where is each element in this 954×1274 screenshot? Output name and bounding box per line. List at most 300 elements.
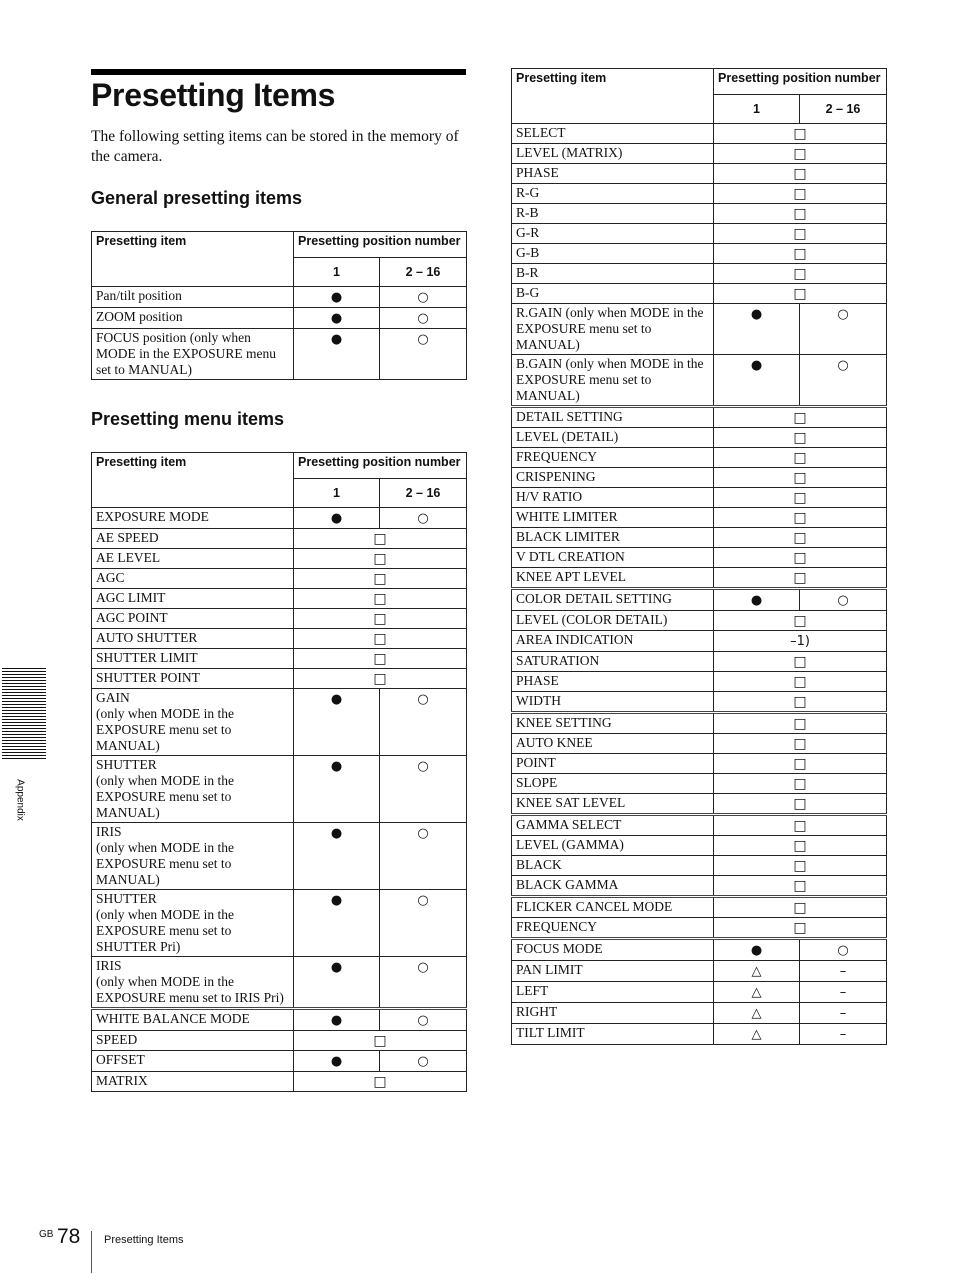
presetting-item-name: TILT LIMIT xyxy=(512,1024,714,1045)
presetting-item-name: AUTO KNEE xyxy=(512,734,714,754)
presetting-item-name: AGC xyxy=(92,569,294,589)
position-all-cell xyxy=(714,876,887,897)
square-symbol: □ xyxy=(793,900,807,916)
position-all-cell xyxy=(714,856,887,876)
presetting-item-name: KNEE SETTING xyxy=(512,713,714,734)
table-row xyxy=(92,689,467,756)
table-row xyxy=(92,549,467,569)
position-all-cell xyxy=(714,204,887,224)
table-row xyxy=(92,1072,467,1092)
square-symbol: □ xyxy=(793,756,807,772)
presetting-item-name: B-R xyxy=(512,264,714,284)
table-row xyxy=(92,569,467,589)
table-row xyxy=(512,1024,887,1045)
presetting-item-name: SLOPE xyxy=(512,774,714,794)
presetting-item-name: BLACK LIMITER xyxy=(512,528,714,548)
presetting-item-name: SHUTTER LIMIT xyxy=(92,649,294,669)
position-all-cell xyxy=(714,672,887,692)
square-symbol: □ xyxy=(793,694,807,710)
position-all-cell xyxy=(714,448,887,468)
square-symbol: □ xyxy=(793,490,807,506)
square-symbol: □ xyxy=(793,206,807,222)
position-all-cell xyxy=(714,652,887,672)
square-symbol: □ xyxy=(793,838,807,854)
presetting-item-name: IRIS (only when MODE in the EXPOSURE menu set to MANUAL) xyxy=(92,823,294,890)
presetting-item-name: AUTO SHUTTER xyxy=(92,629,294,649)
presetting-item-name: WHITE BALANCE MODE xyxy=(92,1009,294,1031)
footer-region-code: GB xyxy=(39,1229,54,1240)
table-row xyxy=(512,1003,887,1024)
square-symbol: □ xyxy=(793,776,807,792)
position-all-cell xyxy=(714,124,887,144)
table-row xyxy=(512,244,887,264)
filled-symbol: ● xyxy=(330,960,343,975)
position-1-cell xyxy=(294,689,380,756)
dash-symbol: – xyxy=(839,985,847,1000)
table-row xyxy=(92,529,467,549)
position-all-cell xyxy=(714,794,887,815)
position-all-cell xyxy=(714,897,887,918)
header-col-2-16: 2 – 16 xyxy=(380,479,467,508)
position-all-cell xyxy=(714,774,887,794)
table-row xyxy=(512,856,887,876)
presetting-item-name: FREQUENCY xyxy=(512,448,714,468)
table-row xyxy=(512,611,887,631)
square-symbol: □ xyxy=(373,611,387,627)
title-rule xyxy=(91,69,466,75)
table-row xyxy=(512,508,887,528)
table-row xyxy=(512,548,887,568)
table-row xyxy=(512,939,887,961)
table-row xyxy=(512,815,887,836)
presetting-item-name: SHUTTER POINT xyxy=(92,669,294,689)
open-symbol: ○ xyxy=(837,307,849,322)
position-all-cell xyxy=(714,734,887,754)
presetting-item-name: GAMMA SELECT xyxy=(512,815,714,836)
table-row xyxy=(512,794,887,815)
position-1-cell xyxy=(714,939,800,961)
presetting-item-name: R.GAIN (only when MODE in the EXPOSURE menu set to MANUAL) xyxy=(512,304,714,355)
table-row xyxy=(512,448,887,468)
table-row xyxy=(512,876,887,897)
presetting-item-name: PHASE xyxy=(512,672,714,692)
section-tab-marker xyxy=(2,668,46,759)
table-row xyxy=(512,528,887,548)
open-symbol: ○ xyxy=(417,1054,429,1069)
footer-divider xyxy=(91,1231,92,1273)
table-row xyxy=(92,508,467,529)
triangle-symbol: △ xyxy=(751,964,762,979)
table-row xyxy=(92,1009,467,1031)
filled-symbol: ● xyxy=(750,593,763,608)
presetting-item-name: OFFSET xyxy=(92,1051,294,1072)
presetting-item-name: CRISPENING xyxy=(512,468,714,488)
square-symbol: □ xyxy=(373,1033,387,1049)
position-all-cell xyxy=(714,428,887,448)
position-1-cell xyxy=(294,308,380,329)
dash-symbol: – xyxy=(839,1006,847,1021)
table-row xyxy=(512,631,887,652)
position-2-16-cell xyxy=(800,939,887,961)
presetting-item-name: SPEED xyxy=(92,1031,294,1051)
square-symbol: □ xyxy=(793,430,807,446)
presetting-item-name: FOCUS MODE xyxy=(512,939,714,961)
position-all-cell xyxy=(714,224,887,244)
position-2-16-cell xyxy=(380,756,467,823)
header-presetting-item: Presetting item xyxy=(512,69,714,124)
position-1-cell xyxy=(294,1009,380,1031)
square-symbol: □ xyxy=(793,126,807,142)
square-symbol: □ xyxy=(373,531,387,547)
position-2-16-cell xyxy=(800,1003,887,1024)
position-2-16-cell xyxy=(800,961,887,982)
footer-section-title: Presetting Items xyxy=(104,1234,184,1246)
presetting-item-name: SHUTTER (only when MODE in the EXPOSURE menu set to SHUTTER Pri) xyxy=(92,890,294,957)
presetting-item-name: SHUTTER (only when MODE in the EXPOSURE menu set to MANUAL) xyxy=(92,756,294,823)
presetting-item-name: LEVEL (COLOR DETAIL) xyxy=(512,611,714,631)
menu-presetting-table-right xyxy=(511,68,887,1045)
presetting-item-name: POINT xyxy=(512,754,714,774)
position-2-16-cell xyxy=(380,823,467,890)
square-symbol: □ xyxy=(373,651,387,667)
position-all-cell xyxy=(714,407,887,428)
filled-symbol: ● xyxy=(330,290,343,305)
position-1-cell xyxy=(714,961,800,982)
square-symbol: □ xyxy=(793,410,807,426)
page-number: 78 xyxy=(57,1225,81,1248)
position-2-16-cell xyxy=(800,589,887,611)
presetting-item-name: AE SPEED xyxy=(92,529,294,549)
position-1-cell xyxy=(294,890,380,957)
presetting-item-name: KNEE APT LEVEL xyxy=(512,568,714,589)
table-row xyxy=(512,264,887,284)
position-1-cell xyxy=(714,304,800,355)
presetting-item-name: LEVEL (GAMMA) xyxy=(512,836,714,856)
position-2-16-cell xyxy=(380,890,467,957)
presetting-item-name: ZOOM position xyxy=(92,308,294,329)
position-1-cell xyxy=(294,1051,380,1072)
side-section-label: Appendix xyxy=(14,779,26,821)
position-all-cell xyxy=(714,468,887,488)
open-symbol: ○ xyxy=(837,358,849,373)
position-all-cell xyxy=(714,488,887,508)
square-symbol: □ xyxy=(793,613,807,629)
position-all-cell xyxy=(714,264,887,284)
table-row xyxy=(92,823,467,890)
position-all-cell xyxy=(714,284,887,304)
square-symbol: □ xyxy=(373,591,387,607)
open-symbol: ○ xyxy=(417,332,429,347)
table-row xyxy=(512,961,887,982)
position-1-cell xyxy=(714,1024,800,1045)
square-symbol: □ xyxy=(793,246,807,262)
position-all-cell xyxy=(714,528,887,548)
position-all-cell xyxy=(294,609,467,629)
open-symbol: ○ xyxy=(417,960,429,975)
presetting-item-name: SELECT xyxy=(512,124,714,144)
presetting-item-name: B.GAIN (only when MODE in the EXPOSURE menu set to MANUAL) xyxy=(512,355,714,407)
dash_note-symbol: –1) xyxy=(790,634,810,649)
header-presetting-item: Presetting item xyxy=(92,232,294,287)
table-row xyxy=(512,284,887,304)
table-row xyxy=(512,144,887,164)
table-row xyxy=(92,589,467,609)
position-1-cell xyxy=(714,355,800,407)
table-row xyxy=(92,609,467,629)
position-all-cell xyxy=(294,669,467,689)
table-row xyxy=(512,836,887,856)
square-symbol: □ xyxy=(793,166,807,182)
presetting-item-name: IRIS (only when MODE in the EXPOSURE menu set to IRIS Pri) xyxy=(92,957,294,1009)
table-row xyxy=(92,287,467,308)
presetting-item-name: GAIN (only when MODE in the EXPOSURE menu set to MANUAL) xyxy=(92,689,294,756)
presetting-item-name: LEVEL (MATRIX) xyxy=(512,144,714,164)
triangle-symbol: △ xyxy=(751,1006,762,1021)
square-symbol: □ xyxy=(373,551,387,567)
position-all-cell xyxy=(294,629,467,649)
open-symbol: ○ xyxy=(837,943,849,958)
square-symbol: □ xyxy=(793,226,807,242)
presetting-item-name: WHITE LIMITER xyxy=(512,508,714,528)
table-row xyxy=(512,468,887,488)
table-row xyxy=(92,890,467,957)
position-all-cell xyxy=(714,713,887,734)
presetting-item-name: EXPOSURE MODE xyxy=(92,508,294,529)
position-all-cell xyxy=(294,1072,467,1092)
filled-symbol: ● xyxy=(330,759,343,774)
square-symbol: □ xyxy=(793,510,807,526)
filled-symbol: ● xyxy=(330,511,343,526)
square-symbol: □ xyxy=(793,674,807,690)
position-2-16-cell xyxy=(380,329,467,380)
presetting-item-name: AGC LIMIT xyxy=(92,589,294,609)
position-all-cell xyxy=(294,529,467,549)
position-all-cell xyxy=(294,549,467,569)
presetting-item-name: FOCUS position (only when MODE in the EXPOSURE menu set to MANUAL) xyxy=(92,329,294,380)
table-row xyxy=(512,982,887,1003)
header-col-1: 1 xyxy=(294,479,380,508)
position-all-cell xyxy=(714,548,887,568)
header-position-number: Presetting position number xyxy=(714,69,887,95)
position-2-16-cell xyxy=(380,287,467,308)
presetting-item-name: MATRIX xyxy=(92,1072,294,1092)
position-all-cell xyxy=(714,692,887,713)
table-row xyxy=(92,756,467,823)
general-presetting-table xyxy=(91,231,467,380)
table-row xyxy=(512,897,887,918)
filled-symbol: ● xyxy=(330,332,343,347)
position-1-cell xyxy=(294,329,380,380)
table-row xyxy=(92,629,467,649)
presetting-item-name: B-G xyxy=(512,284,714,304)
table-row xyxy=(512,184,887,204)
open-symbol: ○ xyxy=(417,311,429,326)
position-2-16-cell xyxy=(380,1009,467,1031)
presetting-item-name: PHASE xyxy=(512,164,714,184)
position-1-cell xyxy=(714,982,800,1003)
position-all-cell xyxy=(714,836,887,856)
square-symbol: □ xyxy=(793,186,807,202)
table-row xyxy=(512,918,887,939)
intro-text: The following setting items can be stored in the memory of the camera. xyxy=(91,128,459,165)
position-2-16-cell xyxy=(380,1051,467,1072)
position-all-cell xyxy=(714,815,887,836)
presetting-item-name: DETAIL SETTING xyxy=(512,407,714,428)
position-all-cell xyxy=(294,649,467,669)
presetting-item-name: WIDTH xyxy=(512,692,714,713)
position-1-cell xyxy=(294,756,380,823)
position-1-cell xyxy=(714,589,800,611)
square-symbol: □ xyxy=(793,716,807,732)
square-symbol: □ xyxy=(373,571,387,587)
presetting-item-name: FLICKER CANCEL MODE xyxy=(512,897,714,918)
table-row xyxy=(512,692,887,713)
header-presetting-item: Presetting item xyxy=(92,453,294,508)
presetting-item-name: V DTL CREATION xyxy=(512,548,714,568)
square-symbol: □ xyxy=(793,450,807,466)
position-all-cell xyxy=(294,569,467,589)
filled-symbol: ● xyxy=(330,692,343,707)
table-row xyxy=(512,488,887,508)
table-row xyxy=(512,754,887,774)
presetting-item-name: H/V RATIO xyxy=(512,488,714,508)
header-col-2-16: 2 – 16 xyxy=(380,258,467,287)
section-heading-general: General presetting items xyxy=(91,188,303,208)
position-all-cell xyxy=(714,184,887,204)
filled-symbol: ● xyxy=(750,943,763,958)
square-symbol: □ xyxy=(793,858,807,874)
square-symbol: □ xyxy=(793,550,807,566)
open-symbol: ○ xyxy=(837,593,849,608)
table-row xyxy=(512,589,887,611)
position-all-cell xyxy=(294,589,467,609)
filled-symbol: ● xyxy=(750,307,763,322)
presetting-item-name: LEVEL (DETAIL) xyxy=(512,428,714,448)
position-1-cell xyxy=(714,1003,800,1024)
position-2-16-cell xyxy=(800,1024,887,1045)
position-2-16-cell xyxy=(380,308,467,329)
header-position-number: Presetting position number xyxy=(294,232,467,258)
table-row xyxy=(512,204,887,224)
section-heading-menu: Presetting menu items xyxy=(91,409,285,429)
presetting-item-name: RIGHT xyxy=(512,1003,714,1024)
square-symbol: □ xyxy=(793,920,807,936)
presetting-item-name: AREA INDICATION xyxy=(512,631,714,652)
position-all-cell xyxy=(714,631,887,652)
position-all-cell xyxy=(714,164,887,184)
position-1-cell xyxy=(294,287,380,308)
table-row xyxy=(512,734,887,754)
filled-symbol: ● xyxy=(330,893,343,908)
presetting-item-name: Pan/tilt position xyxy=(92,287,294,308)
filled-symbol: ● xyxy=(330,826,343,841)
position-1-cell xyxy=(294,823,380,890)
table-row xyxy=(512,652,887,672)
table-row xyxy=(512,774,887,794)
table-row xyxy=(92,669,467,689)
presetting-item-name: BLACK xyxy=(512,856,714,876)
position-all-cell xyxy=(714,244,887,264)
position-all-cell xyxy=(714,568,887,589)
square-symbol: □ xyxy=(793,796,807,812)
square-symbol: □ xyxy=(793,266,807,282)
presetting-item-name: AE LEVEL xyxy=(92,549,294,569)
presetting-item-name: SATURATION xyxy=(512,652,714,672)
table-row xyxy=(512,164,887,184)
open-symbol: ○ xyxy=(417,893,429,908)
square-symbol: □ xyxy=(793,878,807,894)
position-all-cell xyxy=(714,754,887,774)
presetting-item-name: LEFT xyxy=(512,982,714,1003)
filled-symbol: ● xyxy=(750,358,763,373)
presetting-item-name: R-G xyxy=(512,184,714,204)
table-row xyxy=(512,355,887,407)
presetting-item-name: G-R xyxy=(512,224,714,244)
open-symbol: ○ xyxy=(417,759,429,774)
open-symbol: ○ xyxy=(417,290,429,305)
table-row xyxy=(512,428,887,448)
position-2-16-cell xyxy=(800,355,887,407)
header-col-2-16: 2 – 16 xyxy=(800,95,887,124)
filled-symbol: ● xyxy=(330,1013,343,1028)
position-all-cell xyxy=(714,918,887,939)
position-all-cell xyxy=(714,611,887,631)
presetting-item-name: PAN LIMIT xyxy=(512,961,714,982)
square-symbol: □ xyxy=(793,570,807,586)
position-2-16-cell xyxy=(380,957,467,1009)
table-row xyxy=(92,1051,467,1072)
table-row xyxy=(512,124,887,144)
position-1-cell xyxy=(294,508,380,529)
position-2-16-cell xyxy=(800,304,887,355)
position-all-cell xyxy=(714,144,887,164)
square-symbol: □ xyxy=(793,286,807,302)
header-col-1: 1 xyxy=(294,258,380,287)
presetting-item-name: KNEE SAT LEVEL xyxy=(512,794,714,815)
square-symbol: □ xyxy=(793,654,807,670)
open-symbol: ○ xyxy=(417,826,429,841)
table-row xyxy=(92,308,467,329)
position-all-cell xyxy=(714,508,887,528)
triangle-symbol: △ xyxy=(751,1027,762,1042)
position-2-16-cell xyxy=(380,689,467,756)
presetting-item-name: AGC POINT xyxy=(92,609,294,629)
triangle-symbol: △ xyxy=(751,985,762,1000)
presetting-item-name: G-B xyxy=(512,244,714,264)
table-row xyxy=(512,304,887,355)
filled-symbol: ● xyxy=(330,1054,343,1069)
position-2-16-cell xyxy=(380,508,467,529)
table-row xyxy=(512,672,887,692)
square-symbol: □ xyxy=(793,818,807,834)
position-all-cell xyxy=(294,1031,467,1051)
square-symbol: □ xyxy=(373,1074,387,1090)
open-symbol: ○ xyxy=(417,692,429,707)
header-position-number: Presetting position number xyxy=(294,453,467,479)
page-title: Presetting Items xyxy=(91,77,336,113)
table-row xyxy=(92,957,467,1009)
position-1-cell xyxy=(294,957,380,1009)
open-symbol: ○ xyxy=(417,1013,429,1028)
presetting-item-name: BLACK GAMMA xyxy=(512,876,714,897)
presetting-item-name: R-B xyxy=(512,204,714,224)
table-row xyxy=(512,568,887,589)
table-row xyxy=(92,329,467,380)
table-row xyxy=(512,224,887,244)
dash-symbol: – xyxy=(839,964,847,979)
table-row xyxy=(512,407,887,428)
square-symbol: □ xyxy=(373,631,387,647)
